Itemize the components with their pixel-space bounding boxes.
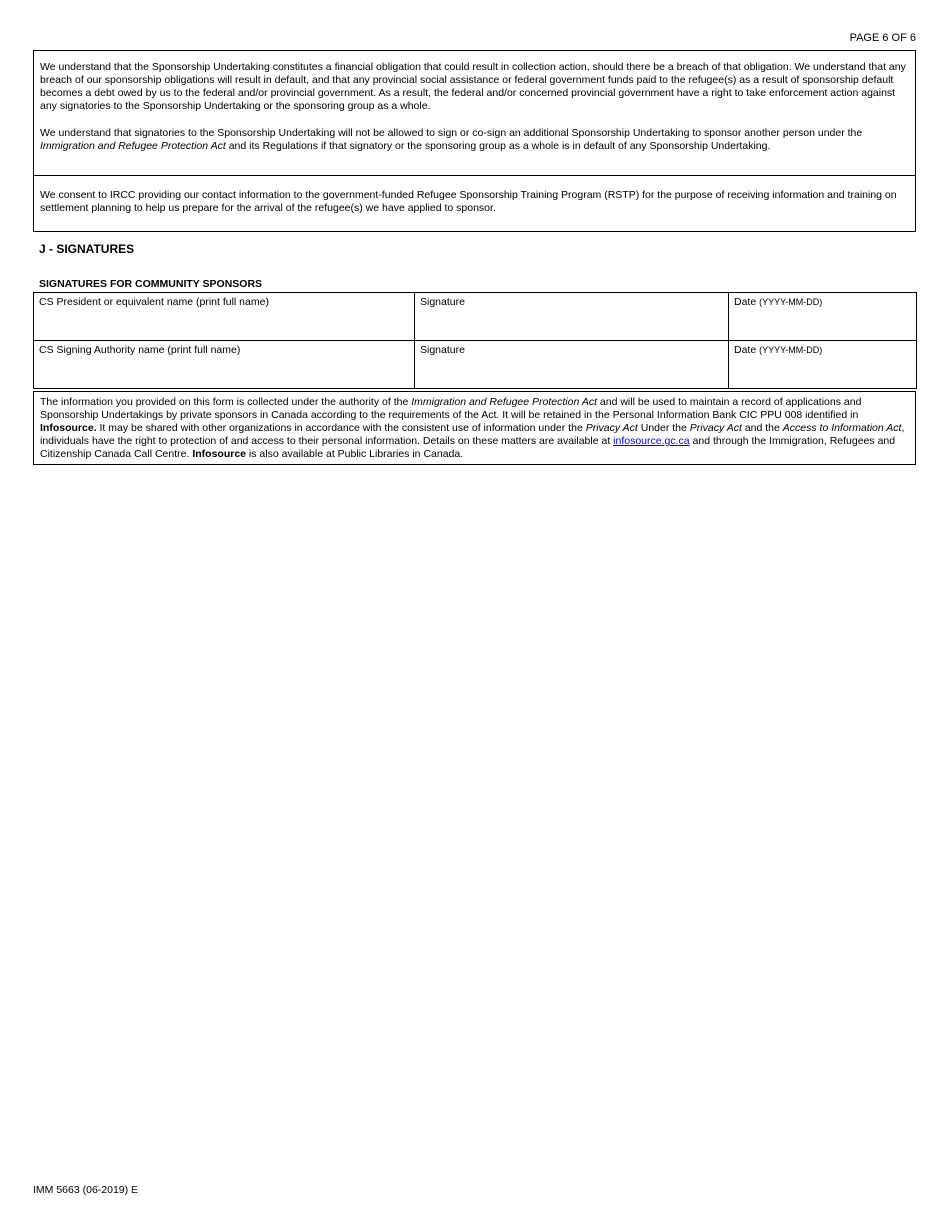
privacy-notice-text — [40, 396, 909, 461]
infosource-link[interactable]: infosource.gc.ca — [613, 435, 690, 447]
president-signature-field[interactable] — [415, 293, 729, 341]
undertaking-paragraph-2 — [40, 127, 909, 153]
undertaking-paragraph-1: We understand that the Sponsorship Undertaking constitutes a financial obligation that could result in collection action, should there be a breach of that obligation. We understand that any breach of our sponsorship obligations will result in default, and that any provincial social assistance or federal government funds paid to the refugee(s) as a result of sponsorship default becomes a debt owed by us to the federal and/or provincial government. As a result, the federal and/or concerned provincial government have a right to take enforcement action against any signatories to the Sponsorship Undertaking or the sponsoring group as a whole. — [40, 61, 906, 112]
irpa-act-title: Immigration and Refugee Protection Act — [40, 140, 226, 152]
section-title-signatures: J - SIGNATURES — [39, 242, 135, 256]
privacy-infosource-bold-2: Infosource — [192, 448, 247, 460]
president-date-field[interactable] — [729, 293, 917, 341]
president-name-label: CS President or equivalent name (print full name) — [39, 296, 269, 308]
signature-row-signing-authority — [34, 341, 917, 389]
form-code: IMM 5663 (06-2019) E — [33, 1184, 139, 1196]
privacy-act-title-1: Privacy Act — [585, 422, 638, 434]
privacy-text-3: It may be shared with other organizations in accordance with the consistent use of information under the — [96, 422, 586, 434]
signature-row-president — [34, 293, 917, 341]
undertaking-statement-box — [33, 50, 916, 176]
signing-authority-name-field[interactable] — [34, 341, 415, 389]
privacy-act-title-2: Privacy Act — [689, 422, 742, 434]
president-name-field[interactable] — [34, 293, 415, 341]
privacy-text-2: and will be used to maintain a record of applications and Sponsorship Undertakings by private sponsors in Canada according to the requirements of the Act. It will be retained in the Personal Information Bank CIC PPU 008 identified in — [40, 396, 862, 421]
consent-text: We consent to IRCC providing our contact information to the government-funded Refugee Sponsorship Training Program (RSTP) for the purpose of receiving information and training on settlement planning to help us prepare for the arrival of the refugee(s) we have applied to sponsor. — [40, 189, 897, 214]
signing-authority-name-label: CS Signing Authority name (print full name) — [39, 344, 241, 356]
signature-table — [33, 292, 917, 389]
privacy-text-1: The information you provided on this form is collected under the authority of the — [40, 396, 412, 408]
signing-authority-date-format: (YYYY-MM-DD) — [759, 345, 823, 355]
para2-text-before: We understand that signatories to the Sponsorship Undertaking will not be allowed to sign or co-sign an additional Sponsorship Undertaking to sponsor another person under the — [40, 127, 863, 139]
privacy-text-8: is also available at Public Libraries in Canada. — [246, 448, 464, 460]
privacy-notice-box — [33, 391, 916, 465]
access-to-information-act-title: Access to Information Act — [782, 422, 902, 434]
para2-text-after: and its Regulations if that signatory or the sponsoring group as a whole is in default of any Sponsorship Undertaking. — [225, 140, 771, 152]
president-date-format: (YYYY-MM-DD) — [759, 297, 823, 307]
privacy-text-5: and the — [741, 422, 783, 434]
privacy-text-7: and through the Immigration, Refugees and Citizenship Canada Call Centre. — [40, 435, 896, 460]
signing-authority-date-field[interactable] — [729, 341, 917, 389]
president-signature-label: Signature — [420, 296, 465, 308]
president-date-label: Date — [734, 296, 757, 308]
privacy-text-6: , individuals have the right to protection of and access to their personal information. Details on these matters are available at — [40, 422, 905, 447]
signing-authority-date-label: Date — [734, 344, 757, 356]
privacy-irpa-title: Immigration and Refugee Protection Act — [411, 396, 597, 408]
page-number: PAGE 6 OF 6 — [849, 32, 916, 44]
consent-statement-box — [33, 175, 916, 232]
privacy-text-4: Under the — [637, 422, 690, 434]
signing-authority-signature-label: Signature — [420, 344, 465, 356]
privacy-infosource-bold-1: Infosource. — [40, 422, 97, 434]
subsection-title-community-sponsors: SIGNATURES FOR COMMUNITY SPONSORS — [39, 278, 263, 290]
signing-authority-signature-field[interactable] — [415, 341, 729, 389]
